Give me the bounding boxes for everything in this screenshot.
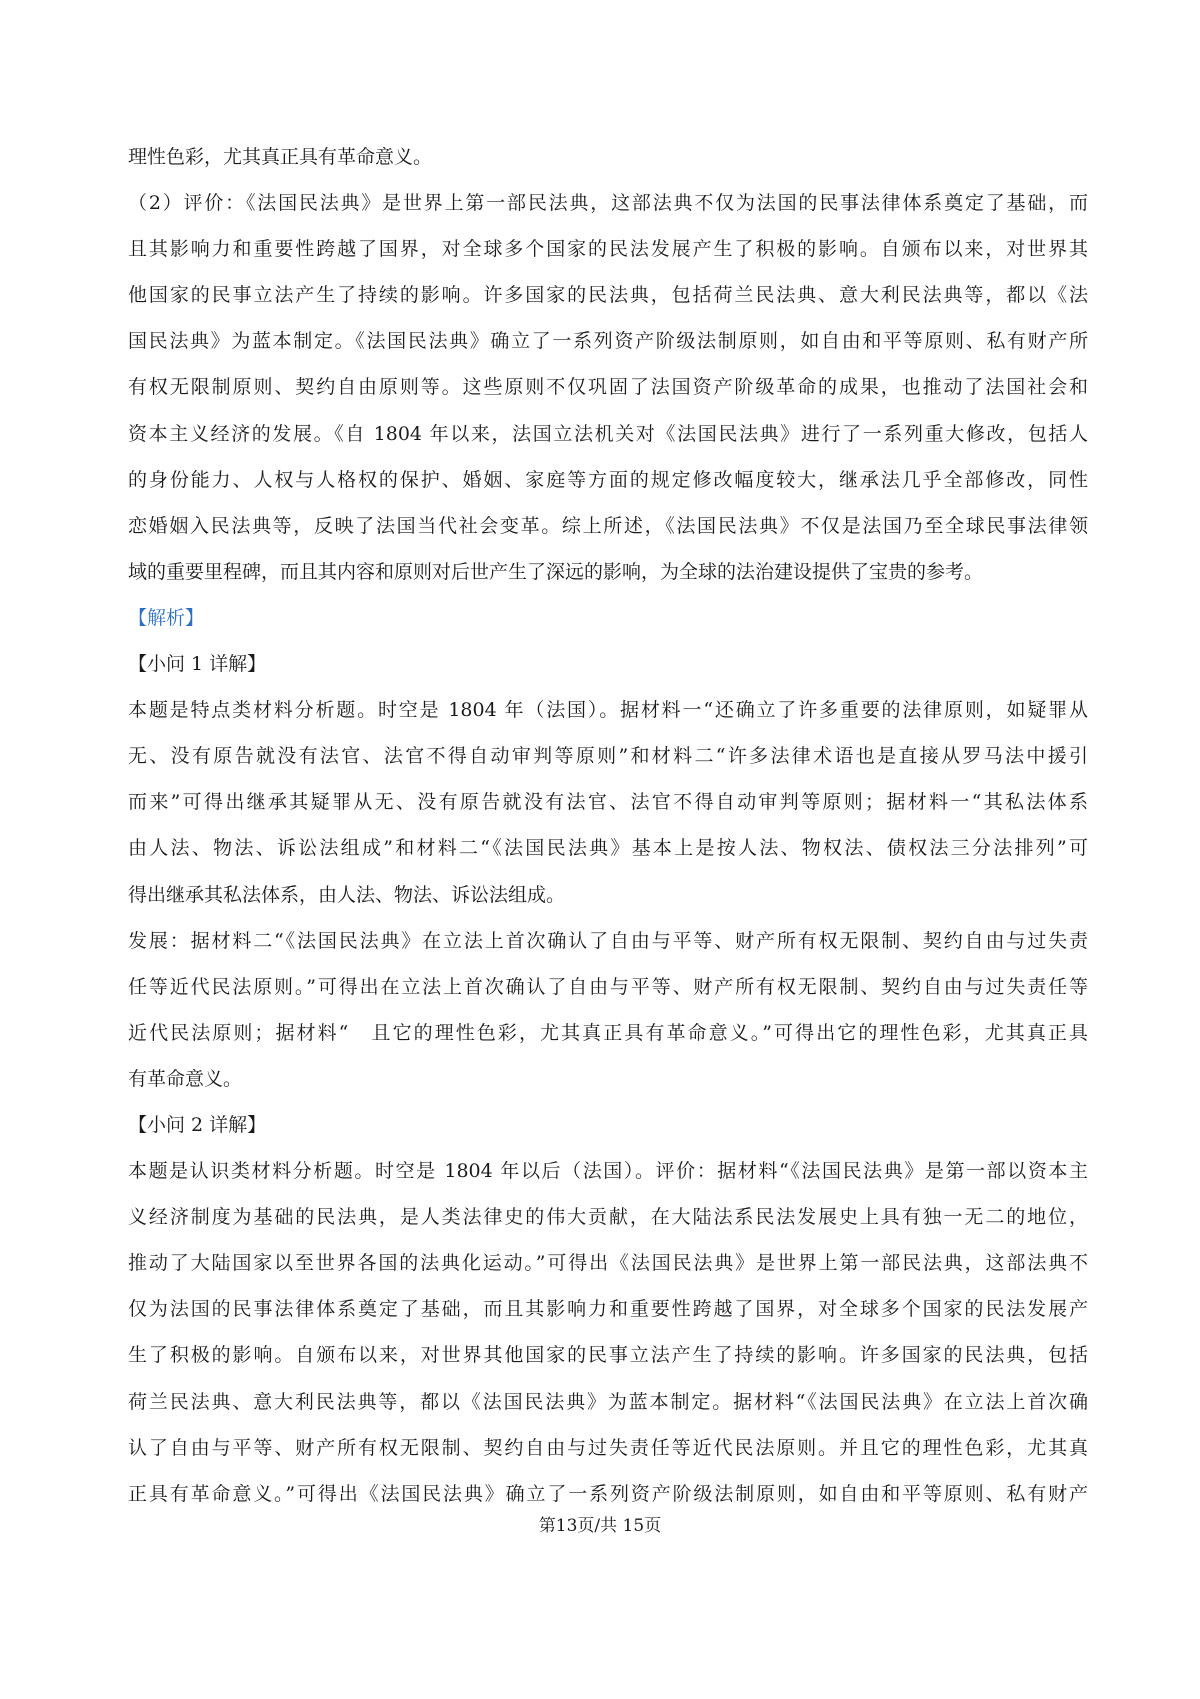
text-line: 生了积极的影响。自颁布以来，对世界其他国家的民事立法产生了持续的影响。许多国家的民法典，包括 <box>128 1344 1088 1367</box>
text-line: 认了自由与平等、财产所有权无限制、契约自由与过失责任等近代民法原则。并且它的理性色彩，尤其真 <box>128 1436 1088 1459</box>
text-line: 且其影响力和重要性跨越了国界，对全球多个国家的民法发展产生了积极的影响。自颁布以来，对世界其 <box>128 238 1088 261</box>
text-line: 发展：据材料二“《法国民法典》在立法上首次确认了自由与平等、财产所有权无限制、契约自由与过失责 <box>128 929 1088 952</box>
analysis-heading: 【解析】 <box>128 606 205 629</box>
text-line: 仅为法国的民事法律体系奠定了基础，而且其影响力和重要性跨越了国界，对全球多个国家的民法发展产 <box>128 1298 1088 1321</box>
text-line: 近代民法原则；据材料“ 且它的理性色彩，尤其真正具有革命意义。”可得出它的理性色彩，尤其真正具 <box>128 1021 1088 1044</box>
text-line: 荷兰民法典、意大利民法典等，都以《法国民法典》为蓝本制定。据材料“《法国民法典》在立法上首次确 <box>128 1390 1088 1413</box>
text-line: 推动了大陆国家以至世界各国的法典化运动。”可得出《法国民法典》是世界上第一部民法典，这部法典不 <box>128 1252 1088 1275</box>
text-line: （2）评价：《法国民法典》是世界上第一部民法典，这部法典不仅为法国的民事法律体系奠定了基础，而 <box>128 192 1088 215</box>
text-line: 本题是特点类材料分析题。时空是 1804 年（法国）。据材料一“还确立了许多重要的法律原则，如疑罪从 <box>128 699 1088 722</box>
subquestion-1-heading: 【小问 1 详解】 <box>128 653 267 676</box>
text-line: 域的重要里程碑，而且其内容和原则对后世产生了深远的影响，为全球的法治建设提供了宝贵的参考。 <box>128 560 984 583</box>
text-line: 义经济制度为基础的民法典，是人类法律史的伟大贡献，在大陆法系民法发展史上具有独一无二的地位， <box>128 1206 1088 1229</box>
text-line: 理性色彩，尤其真正具有革命意义。 <box>128 146 433 168</box>
text-line: 资本主义经济的发展。《自 1804 年以来，法国立法机关对《法国民法典》进行了一系列重大修改，包括人 <box>128 422 1088 445</box>
text-line: 由人法、物法、诉讼法组成”和材料二“《法国民法典》基本上是按人法、物权法、债权法三分法排列”可 <box>128 837 1088 860</box>
text-line: 国民法典》为蓝本制定。《法国民法典》确立了一系列资产阶级法制原则，如自由和平等原则、私有财产所 <box>128 330 1088 353</box>
text-line: 本题是认识类材料分析题。时空是 1804 年以后（法国）。评价：据材料“《法国民法典》是第一部以资本主 <box>128 1160 1088 1183</box>
text-line: 得出继承其私法体系，由人法、物法、诉讼法组成。 <box>128 883 566 906</box>
document-body <box>128 134 1088 1517</box>
text-line: 的身份能力、人权与人格权的保护、婚姻、家庭等方面的规定修改幅度较大，继承法几乎全部修改，同性 <box>128 468 1088 491</box>
subquestion-2-heading: 【小问 2 详解】 <box>128 1113 267 1136</box>
text-line: 有革命意义。 <box>128 1067 243 1090</box>
text-line: 有权无限制原则、契约自由原则等。这些原则不仅巩固了法国资产阶级革命的成果，也推动了法国社会和 <box>128 376 1088 399</box>
text-line: 任等近代民法原则。”可得出在立法上首次确认了自由与平等、财产所有权无限制、契约自由与过失责任等 <box>128 975 1088 998</box>
text-line: 恋婚姻入民法典等，反映了法国当代社会变革。综上所述，《法国民法典》不仅是法国乃至全球民事法律领 <box>128 514 1088 537</box>
text-line: 而来”可得出继承其疑罪从无、没有原告就没有法官、法官不得自动审判等原则；据材料一“其私法体系 <box>128 791 1088 814</box>
text-line: 无、没有原告就没有法官、法官不得自动审判等原则”和材料二“许多法律术语也是直接从罗马法中援引 <box>128 745 1088 768</box>
text-line: 正具有革命意义。”可得出《法国民法典》确立了一系列资产阶级法制原则，如自由和平等原则、私有财产 <box>128 1482 1088 1505</box>
page-number-footer: 第13页/共 15页 <box>538 1516 662 1536</box>
text-line: 他国家的民事立法产生了持续的影响。许多国家的民法典，包括荷兰民法典、意大利民法典等，都以《法 <box>128 284 1088 307</box>
